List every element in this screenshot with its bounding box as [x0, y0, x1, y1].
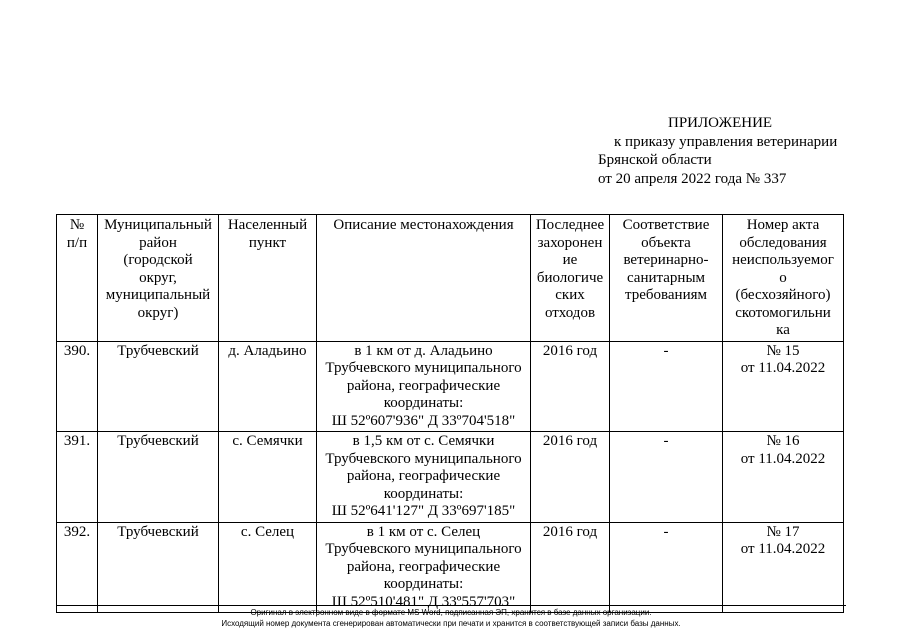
act-number: № 17	[766, 523, 800, 540]
act-date: от 11.04.2022	[740, 541, 826, 557]
settlement-cell: д. Аладьино	[219, 341, 317, 432]
appendix-title: ПРИЛОЖЕНИЕ	[668, 115, 773, 131]
act-date: от 11.04.2022	[740, 360, 826, 376]
column-header-compliance: Соответствие объекта ветеринарно- санитарным требованиям	[610, 215, 723, 342]
settlement-cell: с. Семячки	[219, 432, 317, 523]
cattle-burial-sites-table	[56, 214, 844, 613]
footer-line-original: Оригинал в электронном виде в формате MS Word, подписанная ЭП, хранится в базе данных организации.	[250, 608, 652, 617]
table-row	[57, 522, 844, 613]
column-header-act-number: Номер акта обследования неиспользуемог о (бесхозяйного) скотомогильни ка	[723, 215, 844, 342]
row-number: 390.	[57, 341, 98, 432]
column-header-number: № п/п	[57, 215, 98, 342]
district-cell: Трубчевский	[98, 341, 219, 432]
district-cell: Трубчевский	[98, 432, 219, 523]
column-header-settlement: Населенный пункт	[219, 215, 317, 342]
authority-region: Брянской области	[598, 152, 712, 168]
settlement-cell: с. Селец	[219, 522, 317, 613]
row-number: 391.	[57, 432, 98, 523]
footer-divider	[56, 605, 846, 606]
footer-notice	[56, 607, 846, 629]
compliance-cell: -	[610, 432, 723, 523]
district-cell: Трубчевский	[98, 522, 219, 613]
act-number: № 15	[766, 342, 800, 359]
column-header-district: Муниципальный район (городской округ, муниципальный округ)	[98, 215, 219, 342]
compliance-cell: -	[610, 341, 723, 432]
location-cell: в 1 км от с. Селец Трубчевского муниципального района, географические координаты: Ш 52º510'481" Д 33º557'703"	[317, 522, 531, 613]
last-burial-cell: 2016 год	[531, 522, 610, 613]
act-cell	[723, 341, 844, 432]
table-header-row	[57, 215, 844, 342]
last-burial-cell: 2016 год	[531, 432, 610, 523]
footer-line-number: Исходящий номер документа сгенерирован автоматически при печати и хранится в соответствующей записи базы данных.	[221, 619, 681, 628]
location-cell: в 1 км от д. Аладьино Трубчевского муниципального района, географические координаты: Ш 52º607'936" Д 33º704'518"	[317, 341, 531, 432]
location-cell: в 1,5 км от с. Семячки Трубчевского муниципального района, географические координаты: Ш 52º641'127" Д 33º697'185"	[317, 432, 531, 523]
appendix-header	[598, 114, 858, 188]
order-date-number: от 20 апреля 2022 года № 337	[598, 170, 787, 187]
act-date: от 11.04.2022	[740, 450, 826, 467]
column-header-last-burial: Последнее захоронен ие биологиче ских отходов	[531, 215, 610, 342]
act-cell	[723, 432, 844, 523]
row-number: 392.	[57, 522, 98, 613]
order-reference: к приказу управления ветеринарии	[614, 133, 838, 150]
table-row	[57, 432, 844, 523]
act-cell	[723, 522, 844, 613]
compliance-cell: -	[610, 522, 723, 613]
last-burial-cell: 2016 год	[531, 341, 610, 432]
column-header-location: Описание местонахождения	[317, 215, 531, 342]
act-number: № 16	[766, 433, 800, 449]
table-row	[57, 341, 844, 432]
